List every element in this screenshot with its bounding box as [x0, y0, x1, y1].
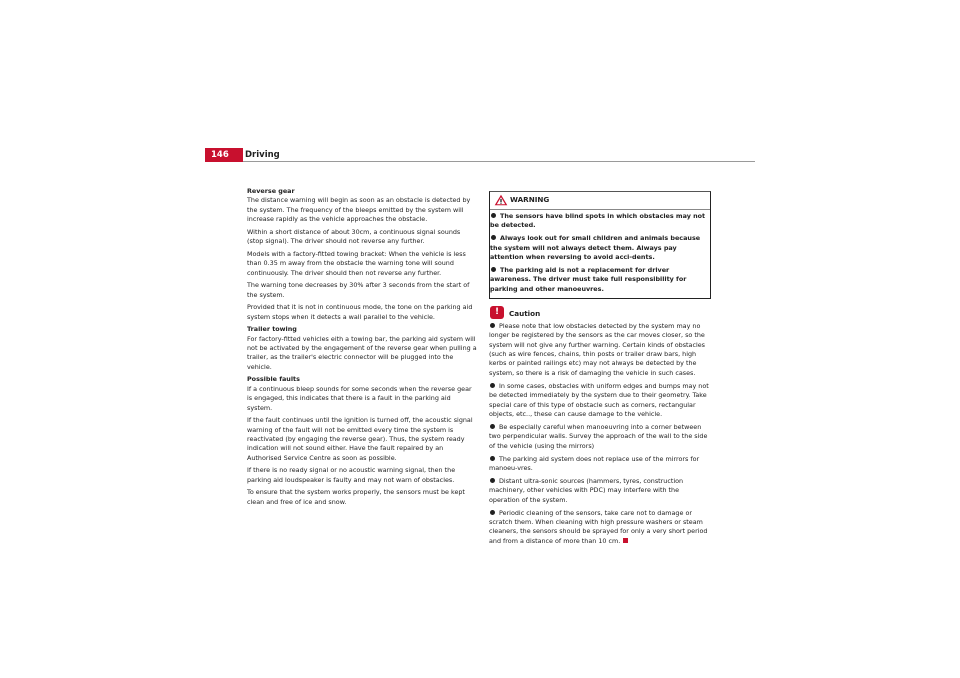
- warning-item: [490, 234, 710, 262]
- caution-item: [489, 509, 711, 547]
- bullet-icon: [490, 456, 495, 461]
- caution-item: [489, 382, 711, 420]
- caution-title: Caution: [509, 308, 541, 318]
- paragraph: The distance warning will begin as soon as an obstacle is detected by the system. The frequency of the bleeps emitted by the system will increase rapidly as the vehicle approaches the obstacle.: [247, 196, 471, 224]
- bullet-icon: [491, 213, 496, 218]
- warning-box: [489, 191, 711, 299]
- section-title: Driving: [245, 150, 280, 160]
- bullet-icon: [490, 323, 495, 328]
- warning-item: [490, 266, 710, 294]
- paragraph: For factory-fitted vehicles eith a towing bar, the parking aid system will not be activated by the engagement of the reverse gear when pulling a trailer, as the trailer's electric connector will be plugged into the vehicle.: [247, 334, 477, 371]
- trailer-towing-heading: Trailer towing: [247, 325, 297, 334]
- warning-item-text: The parking aid is not a replacement for driver awareness. The driver must take full responsibility for parking and other manoeuvres.: [490, 266, 687, 293]
- warning-header: [490, 192, 710, 210]
- warning-body: [490, 210, 710, 294]
- warning-title: WARNING: [510, 195, 550, 204]
- bullet-icon: [490, 510, 495, 515]
- bullet-icon: [490, 424, 495, 429]
- paragraph: The warning tone decreases by 30% after 3 seconds from the start of the system.: [247, 281, 470, 299]
- paragraph: If there is no ready signal or no acoustic warning signal, then the parking aid loudspeaker is faulty and may not warn of obstacles.: [247, 466, 456, 484]
- caution-item-text: Distant ultra-sonic sources (hammers, tyres, construction machinery, other vehicles with PDC) may interfere with the operation of the system.: [489, 476, 684, 504]
- page-number: 146: [205, 148, 243, 162]
- paragraph: Models with a factory-fitted towing bracket: When the vehicle is less than 0.35 m away from the obstacle the warning tone will sound continuously. The driver should then not reverse any further.: [247, 249, 466, 277]
- paragraph: If a continuous bleep sounds for some seconds when the reverse gear is engaged, this indicates that there is a fault in the parking aid system.: [247, 384, 472, 412]
- warning-triangle-icon: [494, 194, 508, 206]
- paragraph: If the fault continues until the ignition is turned off, the acoustic signal warning of the fault will not be emitted every time the system is reactivated (by engaging the reverse gear). Thus, the system ready indication will not sound either. Have the fault repaired by an Authorised Service Centre as soon as possible.: [247, 416, 473, 462]
- warning-item: [490, 212, 710, 231]
- header-divider: [243, 161, 755, 162]
- caution-exclamation-icon: !: [490, 306, 504, 319]
- end-of-section-icon: [623, 538, 628, 543]
- warning-item-text: Always look out for small children and animals because the system will not always detect them. Always pay attention when reversing to avoid acci-dents.: [490, 234, 701, 262]
- bullet-icon: [490, 383, 495, 388]
- caution-item: [489, 455, 711, 474]
- caution-item-text: Be especially careful when manoeuvring into a corner between two perpendicular walls. Survey the approach of the wall to the side of the vehicle (using the mirrors): [489, 422, 708, 450]
- bullet-icon: [491, 267, 496, 272]
- caution-item: [489, 322, 711, 378]
- caution-item: [489, 477, 711, 505]
- paragraph: Within a short distance of about 30cm, a continuous signal sounds (stop signal). The driver should not reverse any further.: [247, 227, 461, 246]
- caution-item-text: The parking aid system does not replace use of the mirrors for manoeu-vres.: [489, 454, 700, 472]
- bullet-icon: [490, 478, 495, 483]
- caution-item-text: In some cases, obstacles with uniform edges and bumps may not be detected immediately by the system due to their geometry. Take special care of this type of obstacle such as corners, rectangular objects, etc.., these can cause damage to the vehicle.: [489, 381, 709, 418]
- warning-item-text: The sensors have blind spots in which obstacles may not be detected.: [490, 212, 706, 230]
- right-column: [489, 191, 711, 550]
- page-header: [205, 148, 755, 162]
- paragraph: To ensure that the system works properly, the sensors must be kept clean and free of ice and snow.: [247, 488, 465, 506]
- left-column: [247, 187, 477, 510]
- bullet-icon: [491, 235, 496, 240]
- caution-body: [489, 322, 711, 546]
- paragraph: Provided that it is not in continuous mode, the tone on the parking aid system stops when it detects a wall parallel to the vehicle.: [247, 303, 473, 321]
- caution-item: [489, 423, 711, 451]
- caution-item-text: Periodic cleaning of the sensors, take care not to damage or scratch them. When cleaning with high pressure washers or steam cleaners, the sensors should be sprayed for only a very short period and from a distance of more than 10 cm.: [489, 508, 708, 545]
- possible-faults-heading: Possible faults: [247, 375, 300, 384]
- caution-item-text: Please note that low obstacles detected by the system may no longer be registered by the sensors as the car moves closer, so the system will not give any further warning. Certain kinds of obstacles (such as wire fences, chains, thin posts or trailer draw bars, high kerbs or painted railings etc) may not always be detected by the system, so there is a risk of damaging the vehicle in such cases.: [489, 321, 706, 377]
- reverse-gear-heading: Reverse gear: [247, 187, 295, 195]
- caution-header: [489, 306, 711, 322]
